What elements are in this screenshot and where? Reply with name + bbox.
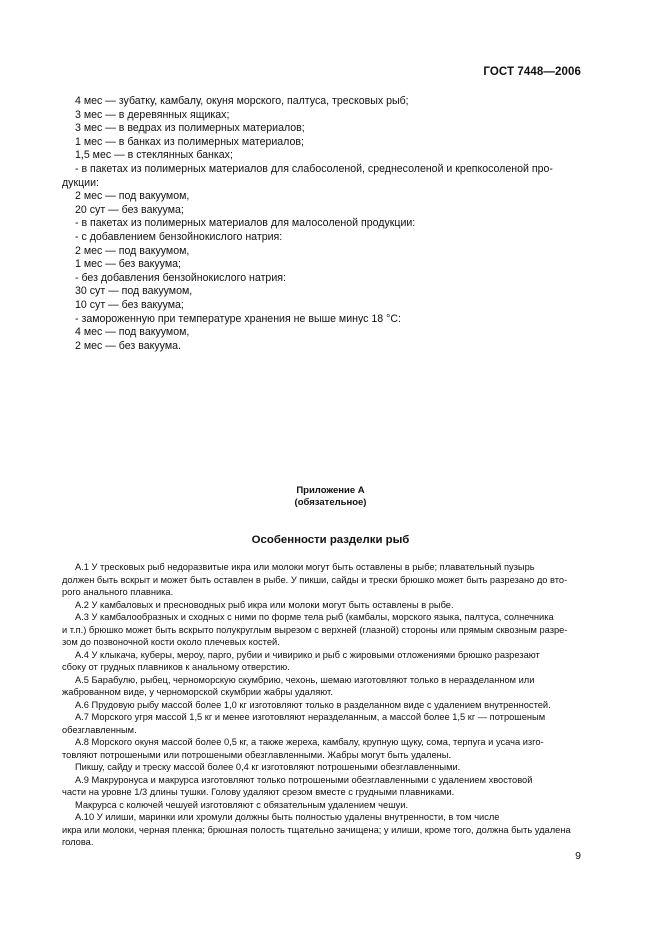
text-line: 4 мес — зубатку, камбалу, окуня морского, палтуса, тресковых рыб;: [75, 95, 409, 107]
paragraph-line: Пикшу, сайду и треску массой более 0,4 кг изготовляют потрошеными обезглавленными.: [75, 762, 461, 772]
text-line: 20 сут — без вакуума;: [75, 203, 184, 216]
text-line: - замороженную при температуре хранения не выше минус 18 °С:: [75, 312, 401, 325]
paragraph-line: А.2 У камбаловых и пресноводных рыб икра или молоки могут быть оставлены в рыбе.: [75, 599, 454, 610]
paragraph-line: А.8 Морского окуня массой более 0,5 кг, а также жереха, камбалу, крупную щуку, сома, терпуга и усача изго-: [75, 737, 544, 747]
paragraph-line: А.9 Макруронуса и макрурса изготовляют только потрошеными обезглавленными с удалением хвостовой: [75, 774, 533, 785]
text-line: 30 сут — под вакуумом,: [75, 285, 193, 298]
paragraph-line: А.6 Прудовую рыбу массой более 1,0 кг изготовляют только в разделанном виде с удалением внутренностей.: [75, 699, 551, 710]
text-line: - с добавлением бензойнокислого натрия:: [75, 230, 283, 243]
page-number: 9: [575, 850, 581, 862]
paragraph-line: А.3 У камбалообразных и сходных с ними по форме тела рыб (камбалы, морского языка, палтуса, солнечника: [75, 612, 554, 622]
text-line: 1 мес — без вакуума;: [75, 258, 181, 271]
paragraph-line: товляют потрошеными или потрошеными обезглавленными. Жабры могут быть удалены.: [62, 749, 452, 760]
text-line: 1 мес — в банках из полимерных материалов;: [75, 135, 304, 148]
paragraph-line: сбоку от грудных плавников к анальному отверстию.: [62, 662, 290, 672]
annex-subtitle: (обязательное): [294, 497, 367, 508]
annex-title: Приложение А: [296, 485, 365, 496]
paragraph-line: обезглавленным.: [62, 724, 137, 735]
paragraph-line: и т.п.) брюшко может быть вскрыто полукруглым вырезом с верхней (глазной) стороны или прямым сквозным разре-: [62, 624, 568, 635]
paragraph-line: голова.: [62, 837, 94, 847]
paragraph-line: А.4 У клыкача, куберы, мероу, парго, рубии и чивирико и рыб с жировыми отложениями брюшко разрезают: [75, 649, 540, 660]
storage-terms-list: [62, 95, 582, 353]
paragraph-line: зом до позвоночной кости около плечевых костей.: [62, 637, 280, 647]
text-line: 3 мес — в ведрах из полимерных материалов;: [75, 122, 305, 135]
paragraph-line: икра или молоки, черная пленка; брюшная полость тщательно зачищена; у илиши, кроме того, должна быть удалена: [62, 824, 571, 835]
text-line: 2 мес — под вакуумом,: [75, 244, 190, 257]
text-line: - в пакетах из полимерных материалов для слабосоленой, среднесоленой и крепкосоленой про-: [75, 162, 553, 175]
text-line: 3 мес — в деревянных ящиках;: [75, 108, 230, 121]
text-line: 4 мес — под вакуумом,: [75, 326, 190, 339]
paragraph-line: А.7 Морского угря массой 1,5 кг и менее изготовляют неразделанным, а массой более 1,5 кг — потрошеным: [75, 712, 546, 722]
standard-header: ГОСТ 7448—2006: [483, 66, 581, 78]
text-line: 2 мес — под вакуумом,: [75, 190, 190, 203]
paragraph-line: жаброванном виде, у черноморской скумбрии жабры удаляют.: [62, 687, 333, 697]
paragraph-line: А.10 У илиши, маринки или хромули должны быть полностью удалены внутренности, в том числе: [75, 812, 500, 822]
paragraph-line: А.5 Барабулю, рыбец, черноморскую скумбрию, чехонь, шемаю изготовляют только в неразделанном или: [75, 674, 535, 685]
paragraph-line: А.1 У тресковых рыб недоразвитые икра или молоки могут быть оставлены в рыбе; плавательный пузырь: [75, 562, 535, 572]
paragraph-line: части на уровне 1/3 длины тушки. Голову удаляют срезом вместе с грудными плавниками.: [62, 787, 455, 797]
text-line: - в пакетах из полимерных материалов для малосоленой продукции:: [75, 217, 416, 230]
text-line: дукции:: [62, 176, 99, 189]
text-line: - без добавления бензойнокислого натрия:: [75, 271, 286, 284]
paragraph-line: должен быть вскрыт и может быть оставлен в рыбе. У пикши, сайды и трески брюшко может быть разрезано до вто-: [62, 574, 568, 585]
section-title: Особенности разделки рыб: [251, 534, 410, 546]
text-line: 2 мес — без вакуума.: [75, 339, 181, 352]
paragraph-line: Макрурса с колючей чешуей изготовляют с обязательным удалением чешуи.: [75, 799, 409, 810]
text-line: 10 сут — без вакуума;: [75, 298, 184, 311]
annex-body: [62, 561, 582, 849]
text-line: 1,5 мес — в стеклянных банках;: [75, 149, 233, 162]
paragraph-line: рого анального плавника.: [62, 587, 174, 597]
